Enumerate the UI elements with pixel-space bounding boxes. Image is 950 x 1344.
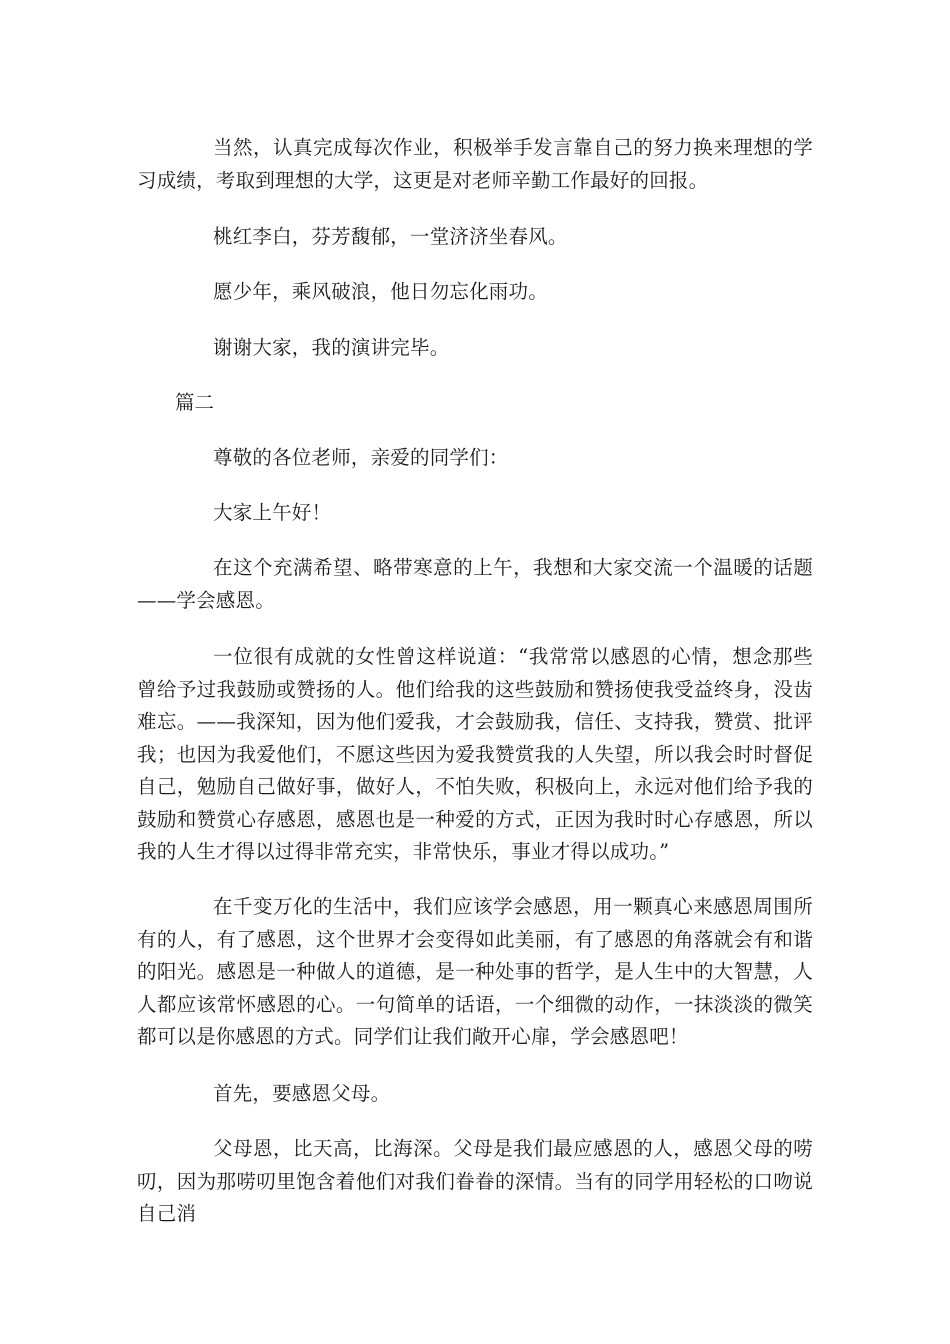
- paragraph-parents: 父母恩，比天高，比海深。父母是我们最应感恩的人，感恩父母的唠叨，因为那唠叨里饱含着他们对我们眷眷的深情。当有的同学用轻松的口吻说自己消: [137, 1137, 813, 1225]
- section-title: 篇二: [175, 391, 215, 414]
- paragraph-salutation: 尊敬的各位老师，亲爱的同学们：: [213, 446, 509, 469]
- paragraph-greeting: 大家上午好！: [213, 501, 332, 524]
- paragraph-youth: 愿少年，乘风破浪，他日勿忘化雨功。: [213, 280, 548, 303]
- paragraph-gratitude: 在千变万化的生活中，我们应该学会感恩，用一颗真心来感恩周围所有的人，有了感恩，这个世界才会变得如此美丽，有了感恩的角落就会有和谐的阳光。感恩是一种做人的道德，是一种处事的哲学，是人生中的大智慧，人人都应该常怀感恩的心。一句简单的话语，一个细微的动作，一抹淡淡的微笑都可以是你感恩的方式。同学们让我们敞开心扉，学会感恩吧！: [137, 895, 813, 1048]
- paragraph-spring-breeze: 桃红李白，芬芳馥郁，一堂济济坐春风。: [213, 225, 568, 248]
- paragraph-topic: 在这个充满希望、略带寒意的上午，我想和大家交流一个温暖的话题——学会感恩。: [137, 556, 813, 612]
- paragraph-thanks: 谢谢大家，我的演讲完毕。: [213, 336, 450, 359]
- paragraph-parents-heading: 首先，要感恩父母。: [213, 1082, 391, 1105]
- paragraph-quote: 一位很有成就的女性曾这样说道：“我常常以感恩的心情，想念那些曾给予过我鼓励或赞扬的人。他们给我的这些鼓励和赞扬使我受益终身，没齿难忘。——我深知，因为他们爱我，才会鼓励我，信任、支持我，赞赏、批评我；也因为我爱他们，不愿这些因为爱我赞赏我的人失望，所以我会时时督促自己，勉励自己做好事，做好人，不怕失败，积极向上，永远对他们给予我的鼓励和赞赏心存感恩，感恩也是一种爱的方式，正因为我时时心存感恩，所以我的人生才得以过得非常充实，非常快乐，事业才得以成功。”: [137, 645, 813, 863]
- paragraph-effort: 当然，认真完成每次作业，积极举手发言靠自己的努力换来理想的学习成绩，考取到理想的大学，这更是对老师辛勤工作最好的回报。: [137, 136, 813, 192]
